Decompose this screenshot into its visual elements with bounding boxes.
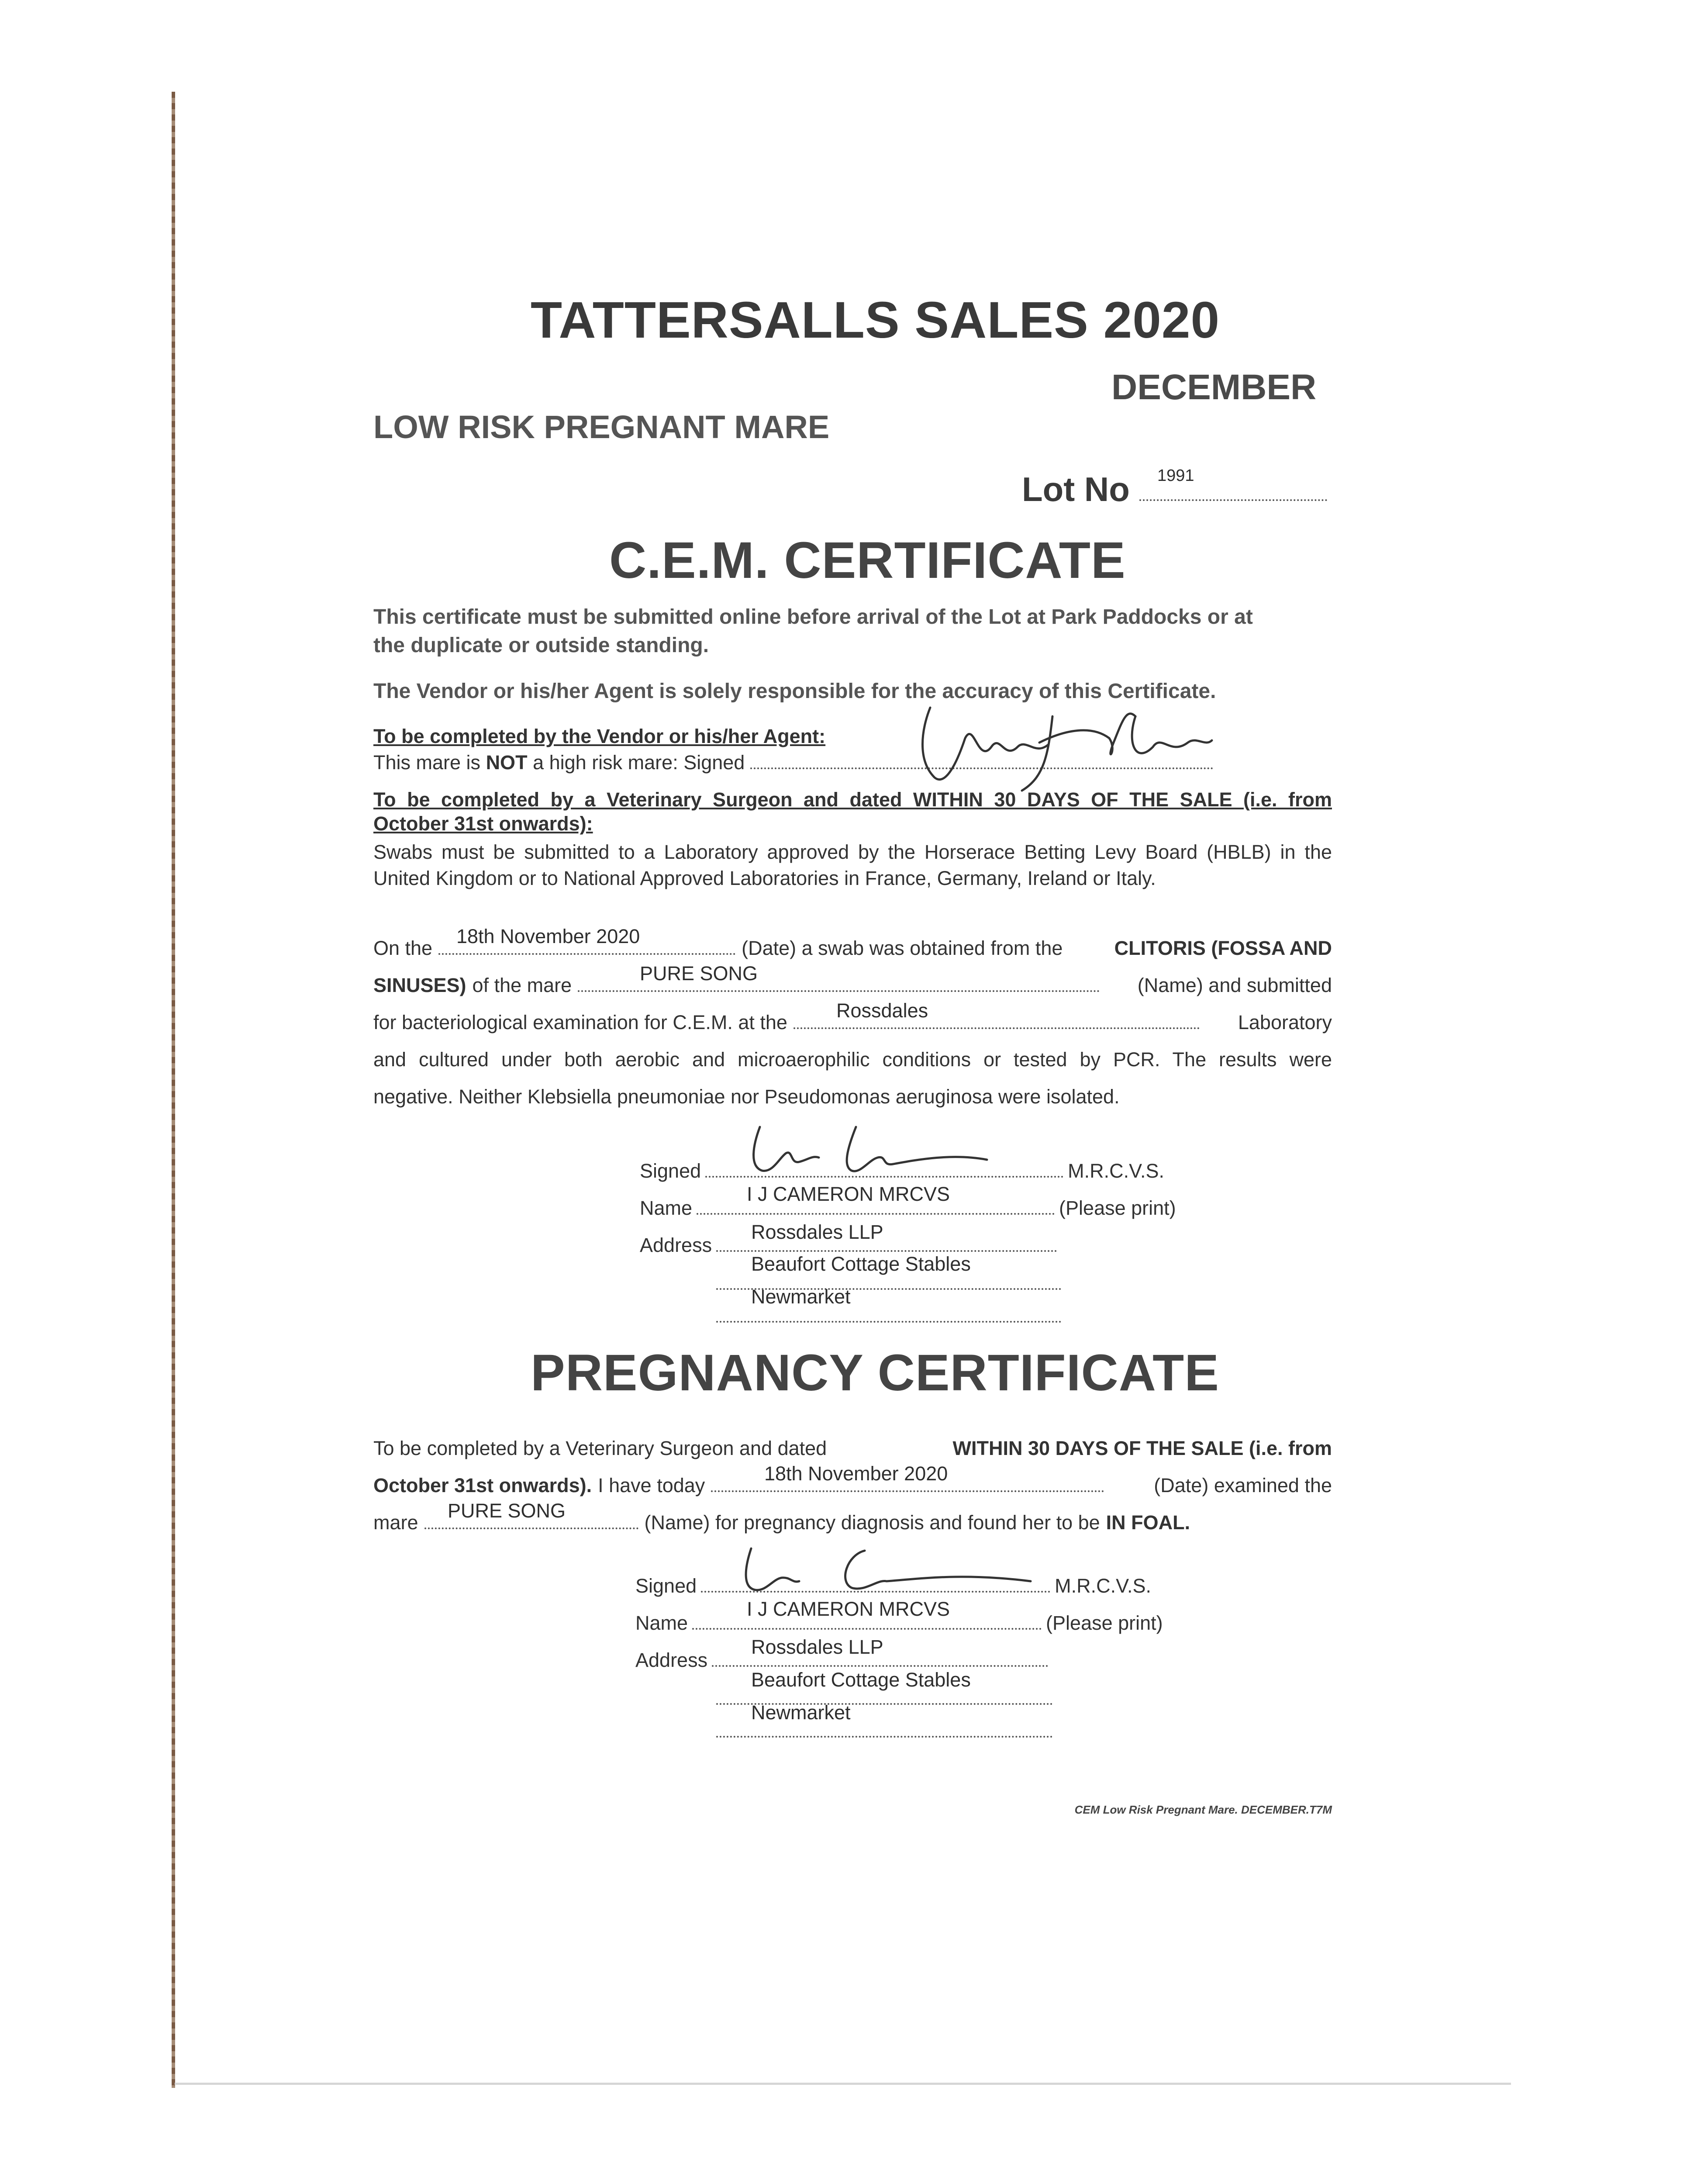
responsibility-statement: The Vendor or his/her Agent is solely responsible for the accuracy of this Certificate. <box>373 680 1216 703</box>
pregnancy-mare-value: PURE SONG <box>448 1500 566 1522</box>
lot-number-value: 1991 <box>1157 467 1194 485</box>
laboratory-row: for bacteriological examination for C.E.M. at the Laboratory <box>373 1011 1332 1033</box>
swabs-line1: Swabs must be submitted to a Laboratory approved by the Horserace Betting Levy Board (HBLB) in the <box>373 841 1332 863</box>
sale-name: DECEMBER <box>1111 367 1317 407</box>
swabs-line2: United Kingdom or to National Approved Laboratories in France, Germany, Ireland or Italy. <box>373 867 1156 889</box>
paper-left-edge <box>172 92 175 2088</box>
laboratory-field <box>793 1025 1200 1029</box>
laboratory-value: Rossdales <box>836 999 928 1022</box>
mare-name-value: PURE SONG <box>640 962 758 985</box>
cem-name-field <box>697 1210 1055 1215</box>
paper-bottom-edge <box>175 2083 1511 2085</box>
cem-intro-line1: This certificate must be submitted online before arrival of the Lot at Park Paddocks or at <box>373 605 1253 629</box>
pregnancy-address-line1: Rossdales LLP <box>751 1636 883 1658</box>
cem-address-line1: Rossdales LLP <box>751 1221 883 1243</box>
pregnancy-address-line2: Beaufort Cottage Stables <box>751 1669 971 1691</box>
category-label: LOW RISK PREGNANT MARE <box>373 409 830 445</box>
negative-line: negative. Neither Klebsiella pneumoniae nor Pseudomonas aeruginosa were isolated. <box>373 1085 1120 1108</box>
swab-date-row: On the (Date) a swab was obtained from the CLITORIS (FOSSA AND <box>373 937 1332 959</box>
pregnancy-mare-field <box>424 1525 638 1529</box>
pregnancy-signed-row: Signed M.R.C.V.S. <box>635 1575 1152 1597</box>
cem-vet-name: I J CAMERON MRCVS <box>747 1183 950 1205</box>
cem-heading: C.E.M. CERTIFICATE <box>609 532 1126 589</box>
cem-vet-signature <box>742 1118 1013 1188</box>
mare-name-field <box>578 988 1100 992</box>
cem-intro-line2: the duplicate or outside standing. <box>373 634 709 657</box>
pregnancy-line3: mare (Name) for pregnancy diagnosis and found her to be IN FOAL. <box>373 1511 1190 1534</box>
cem-address-line2: Beaufort Cottage Stables <box>751 1253 971 1275</box>
pregnancy-line1: To be completed by a Veterinary Surgeon and dated WITHIN 30 DAYS OF THE SALE (i.e. from <box>373 1437 1332 1459</box>
exam-date-value: 18th November 2020 <box>764 1462 948 1485</box>
pregnancy-address-line3: Newmarket <box>751 1701 851 1724</box>
vet-heading-line2: October 31st onwards): <box>373 812 593 835</box>
pregnancy-name-row: Name (Please print) <box>635 1612 1163 1634</box>
pregnancy-address-row: Address <box>635 1649 1048 1672</box>
form-reference-footer: CEM Low Risk Pregnant Mare. DECEMBER.T7M <box>1074 1803 1332 1816</box>
pregnancy-line2: October 31st onwards). I have today (Date) examined the <box>373 1474 1332 1496</box>
exam-date-field <box>711 1488 1104 1492</box>
lot-label: Lot No <box>1022 470 1130 508</box>
vendor-signature <box>908 690 1214 804</box>
swab-date-field <box>438 950 735 955</box>
cem-signed-row: Signed M.R.C.V.S. <box>640 1160 1165 1182</box>
pregnancy-name-field <box>692 1625 1042 1630</box>
vendor-heading: To be completed by the Vendor or his/her Agent: <box>373 725 826 747</box>
pregnancy-heading: PREGNANCY CERTIFICATE <box>531 1344 1219 1402</box>
cem-name-row: Name (Please print) <box>640 1197 1176 1219</box>
vet-heading: To be completed by a Veterinary Surgeon and dated WITHIN 30 DAYS OF THE SALE (i.e. from <box>373 788 1332 811</box>
cem-address-row: Address <box>640 1234 1057 1257</box>
pregnancy-vet-signature <box>734 1538 1039 1607</box>
cultured-line: and cultured under both aerobic and microaerophilic conditions or tested by PCR. The results were <box>373 1048 1332 1071</box>
mare-name-row: SINUSES) of the mare (Name) and submitted <box>373 974 1332 996</box>
pregnancy-vet-name: I J CAMERON MRCVS <box>747 1598 950 1620</box>
vendor-statement: This mare is NOT a high risk mare: Signed <box>373 751 1213 774</box>
document-title: TATTERSALLS SALES 2020 <box>531 291 1220 349</box>
swab-date-value: 18th November 2020 <box>456 925 640 947</box>
cem-address-line3: Newmarket <box>751 1286 851 1308</box>
